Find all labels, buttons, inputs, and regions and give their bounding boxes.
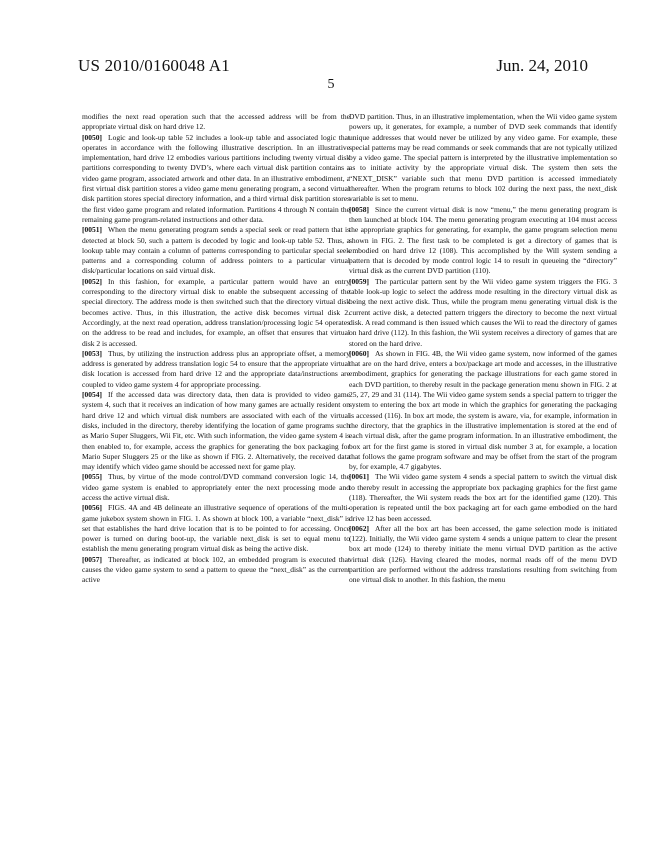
paragraph-tag: [0054]: [82, 390, 102, 400]
publication-number: US 2010/0160048 A1: [78, 56, 230, 75]
paragraph: [349, 524, 617, 586]
paragraph: [349, 205, 617, 277]
paragraph: [82, 555, 350, 586]
paragraph-text: DVD partition. Thus, in an illustrative implementation, when the Wii video game system powers up, it generates, for example, a number of DVD seek commands that identify unique addresses that would never be utilized by any video game. For example, these special patterns may be read commands or seek commands that are not typically utilized by a video game. The special pattern is interpreted by the illustrative implementation so as to initiate activity by the appropriate virtual disk. The system then sets the “NEXT_DISK” variable such that menu DVD partition is accessed immediately thereafter. When the program returns to block 102 during the next pass, the next_disk variable is set to menu.: [349, 112, 617, 204]
paragraph: [82, 349, 350, 390]
paragraph-text: The particular pattern sent by the Wii video game system triggers the FIG. 3 table look-up logic to select the address mode resulting in the directory virtual disk as being the next active disk. Thus, while the program menu generating virtual disk is the current active disk, a detected pattern triggers the directory to become the next virtual disk. A read command is then issued which causes the Wii to read the directory of games on hard drive (112). In this fashion, the Wii system receives a directory of games that are stored on the hard drive.: [349, 276, 617, 348]
paragraph-text: When the menu generating program sends a special seek or read pattern that is detected at block 50, such a pattern is decoded by logic and look-up table 52. Thus, a lookup table may contain a column of patterns corresponding to particular special seek patterns and a corresponding column of address pointers to a particular virtual disk/particular locations on said virtual disk.: [82, 225, 350, 276]
paragraph-text: Thereafter, as indicated at block 102, an embedded program is executed that causes the video game system to send a pattern to queue the “next_disk” as the current active: [82, 554, 350, 585]
right-column: [349, 112, 617, 586]
paragraph-tag: [0061]: [349, 472, 369, 482]
paragraph-tag: [0060]: [349, 348, 369, 358]
paragraph-text: The Wii video game system 4 sends a special pattern to switch the virtual disk to thereby result in accessing the appropriate box packaging graphics for the first game (118). Thereafter, the Wii system reads the box art for the identified game (120). This operation is repeated until the box packaging art for each game embodied on the hard drive 12 has been accessed.: [349, 472, 617, 523]
left-column: [82, 112, 350, 586]
paragraph-tag: [0052]: [82, 276, 102, 286]
paragraph: [82, 503, 350, 554]
paragraph-text: Logic and look-up table 52 includes a look-up table and associated logic that operates in accordance with the following illustrative description. In an illustrative implementation, hard drive 12 embodies various partitions including twenty virtual disk partitions corresponding to twenty DVD’s, where each virtual disk partition contains a video game program, associated artwork and other data. In an illustrative embodiment, a first virtual disk partition stores a video game menu generating program, a second virtual disk partition stores special directory information, and a third virtual disk partition stores the first video game program and related information. Partitions 4 through N contain the remaining game program-related instructions and other data.: [82, 132, 350, 224]
paragraph-tag: [0051]: [82, 225, 102, 235]
paragraph: [82, 390, 350, 472]
paragraph-tag: [0059]: [349, 276, 369, 286]
publication-date: Jun. 24, 2010: [496, 56, 588, 75]
paragraph-tag: [0055]: [82, 472, 102, 482]
paragraph-text: Thus, by utilizing the instruction address plus an appropriate offset, a memory address is generated by address translation logic 54 to ensure that the appropriate virtual disk location is accessed from hard drive 12 and the appropriate data/instructions are coupled to video game system 4 for appropriate processing.: [82, 348, 350, 389]
paragraph-text: Since the current virtual disk is now “menu,” the menu generating program is then launched at block 104. The menu generating program executing at 104 must access the appropriate graphics for generating, for example, the game program selection menu shown in FIG. 2. The first task to be completed is get a directory of games that is embodied on hard drive 12 (108). This accomplished by the Will system sending a pattern that is decoded by mode control logic 14 to result in queueing the “directory” virtual disk as the current DVD partition (110).: [349, 204, 617, 276]
paragraph: [82, 472, 350, 503]
paragraph-tag: [0057]: [82, 554, 102, 564]
paragraph-text: modifies the next read operation such that the accessed address will be from the appropriate virtual disk on hard drive 12.: [82, 112, 350, 132]
paragraph-text: As shown in FIG. 4B, the Wii video game system, now informed of the games that are on the hard drive, enters a box/package art mode and accesses, in the illustrative embodiment, graphics for generating the package illustrations for each game stored in each DVD partition, to thereby result in the package generation menu shown in FIG. 2 at 25, 27, 29 and 31 (114). The Wii video game system sends a special pattern to trigger the system to entering the box art mode in which the graphics for generating the packaging is accessed (116). In box art mode, the system is aware, via, for example, information in the directory, that the graphics in the illustrative implementation is stored at the end of each virtual disk, after the game program information. In an illustrative embodiment, the box art for the first game is stored in virtual disk number 3 at, for example, a location that follows the game program software and may be offset from the start of the program by, for example, 4.7 gigabytes.: [349, 348, 617, 472]
paragraph-text: After all the box art has been accessed, the game selection mode is initiated (122). Initially, the Wii video game system 4 sends a unique pattern to clear the present box art mode (124) to thereby initiate the menu virtual DVD partition as the active virtual disk (126). Having cleared the modes, normal reads off of the menu DVD partition are performed without the address translations resulting from switching from one virtual disk to another. In this fashion, the menu: [349, 523, 617, 585]
paragraph: [349, 277, 617, 349]
paragraph-tag: [0062]: [349, 523, 369, 533]
paragraph-tag: [0056]: [82, 503, 102, 513]
paragraph: [82, 133, 350, 226]
paragraph-text: Thus, by virtue of the mode control/DVD command conversion logic 14, the video game system is enabled to appropriately enter the next processing mode and access the active virtual disk.: [82, 472, 350, 502]
paragraph-text: In this fashion, for example, a particular pattern would have an entry corresponding to the directory virtual disk to enable the subsequent accessing of the special directory. The address mode is then switched such that the directory virtual disk becomes active. Thus, in this illustration, the active disk becomes virtual disk 2. Accordingly, at the next read operation, address translation/processing logic 54 operates on the address to be read and includes, for example, an offset that ensures that virtual disk 2 is accessed.: [82, 276, 350, 348]
paragraph-text: FIGS. 4A and 4B delineate an illustrative sequence of operations of the multi-game jukebox system shown in FIG. 1. As shown at block 100, a variable “next_disk” is set that establishes the hard drive location that is to be pointed to for accessing. Once power is turned on during boot-up, the variable next_disk is set to equal menu to establish the menu generating program virtual disk as being the active disk.: [82, 503, 350, 554]
paragraph-tag: [0058]: [349, 204, 369, 214]
paragraph-text: If the accessed data was directory data, then data is provided to video game system 4, such that it receives an indication of how many games are actually resident on hard drive 12 and which virtual disk numbers are associated with each of the virtual disks, included in the directory, thereby identifying the location of game programs such as Mario Super Sluggers, Wii Fit, etc. With such information, the video game system 4 is then enabled to, for example, access the graphics for generating the box packaging for Mario Super Sluggers 25 or the like as shown if FIG. 2. Alternatively, the received data may identify which video game should be accessed next for game play.: [82, 390, 350, 472]
paragraph-tag: [0053]: [82, 348, 102, 358]
paragraph: [82, 277, 350, 349]
paragraph: [349, 112, 617, 205]
page-number: 5: [327, 77, 335, 92]
paragraph-tag: [0050]: [82, 132, 102, 142]
paragraph: [349, 472, 617, 523]
paragraph: [82, 112, 350, 133]
paragraph: [82, 225, 350, 276]
paragraph: [349, 349, 617, 473]
